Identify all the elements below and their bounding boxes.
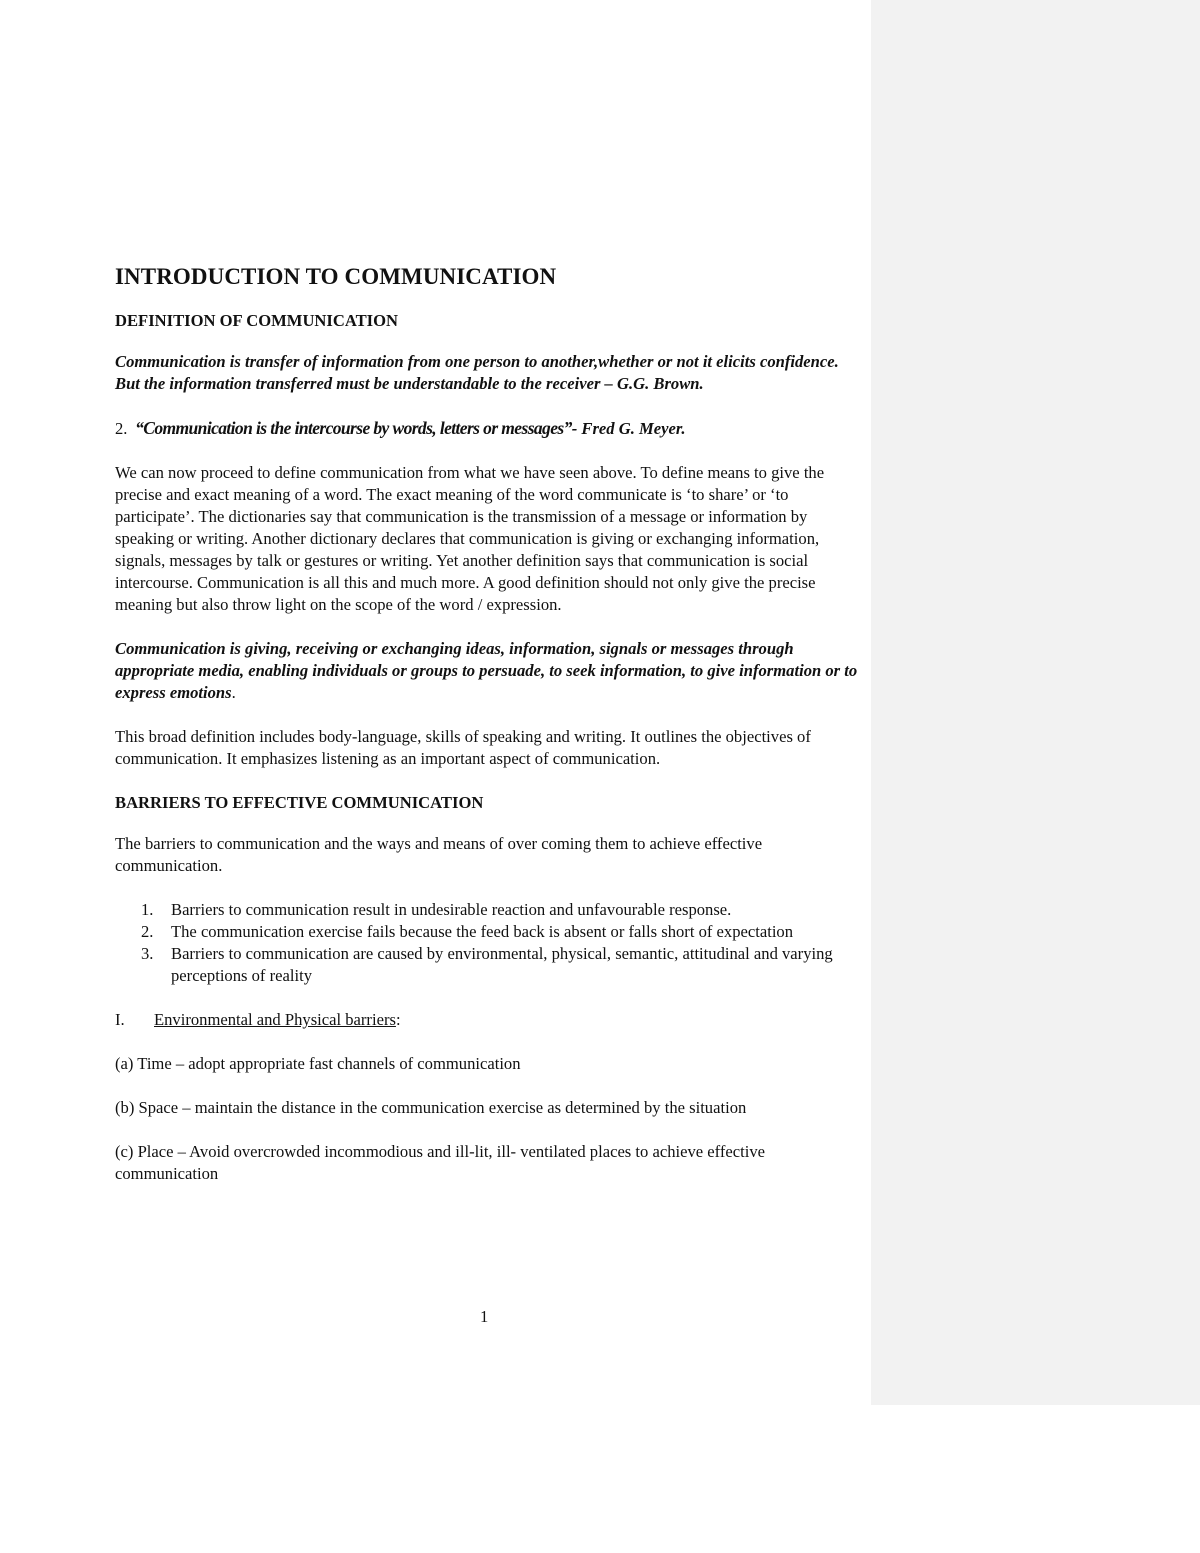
list-item-text: The communication exercise fails because the feed back is absent or falls short of expectation — [171, 922, 794, 941]
definition-heading: DEFINITION OF COMMUNICATION — [115, 311, 399, 330]
list-item-text: Barriers to communication are caused by environmental, physical, semantic, attitudinal and varying perceptions of reality — [171, 944, 833, 985]
list-item-text: Barriers to communication result in undesirable reaction and unfavourable response. — [171, 900, 732, 919]
list-item — [115, 943, 860, 987]
list-item-number: 3. — [141, 944, 154, 963]
environmental-heading-colon: : — [395, 1010, 401, 1029]
definition-1: Communication is transfer of information from one person to another,whether or not it elicits confidence. But the information transferred must be understandable to the receiver – G.G. Brown. — [115, 352, 839, 393]
definition-2 — [115, 417, 860, 440]
environmental-item-time: (a) Time – adopt appropriate fast channels of communication — [115, 1054, 521, 1073]
environmental-heading-number: I. — [115, 1010, 125, 1029]
environmental-item-place: (c) Place – Avoid overcrowded incommodious and ill-lit, ill- ventilated places to achieve effective communication — [115, 1142, 766, 1183]
list-item — [115, 921, 860, 943]
barriers-list — [115, 899, 860, 987]
list-item-number: 1. — [141, 900, 154, 919]
barriers-heading: BARRIERS TO EFFECTIVE COMMUNICATION — [115, 793, 484, 812]
barriers-intro: The barriers to communication and the ways and means of over coming them to achieve effective communication. — [115, 834, 763, 875]
broad-definition — [115, 638, 860, 704]
comment-margin-pane — [871, 0, 1200, 1405]
broad-definition-period: . — [231, 683, 236, 702]
definition-2-author: - Fred G. Meyer. — [571, 419, 686, 438]
environmental-item-space: (b) Space – maintain the distance in the communication exercise as determined by the situation — [115, 1098, 747, 1117]
broad-paragraph: This broad definition includes body-language, skills of speaking and writing. It outlines the objectives of communication. It emphasizes listening as an important aspect of communication. — [115, 727, 811, 768]
environmental-heading-label: Environmental and Physical barriers — [154, 1010, 396, 1029]
document-page — [115, 262, 860, 1207]
definition-2-number: 2. — [115, 419, 128, 438]
list-item-number: 2. — [141, 922, 154, 941]
definition-2-quote: “Communication is the intercourse by words, letters or messages” — [135, 418, 572, 438]
document-title: INTRODUCTION TO COMMUNICATION — [115, 264, 557, 289]
environmental-heading — [115, 1009, 860, 1031]
page-number: 1 — [480, 1307, 489, 1326]
define-paragraph: We can now proceed to define communication from what we have seen above. To define means to give the precise and exact meaning of a word. The exact meaning of the word communicate is ‘to share’ or ‘to participate’. The dictionaries say that communication is the transmission of a message or information by speaking or writing. Another dictionary declares that communication is giving or exchanging information, signals, messages by talk or gestures or writing. Yet another definition says that communication is social intercourse. Communication is all this and much more. A good definition should not only give the precise meaning but also throw light on the scope of the word / expression. — [115, 463, 825, 614]
list-item — [115, 899, 860, 921]
broad-definition-text: Communication is giving, receiving or exchanging ideas, information, signals or messages through appropriate media, enabling individuals or groups to persuade, to seek information, to give information or to express emotions — [115, 639, 858, 702]
